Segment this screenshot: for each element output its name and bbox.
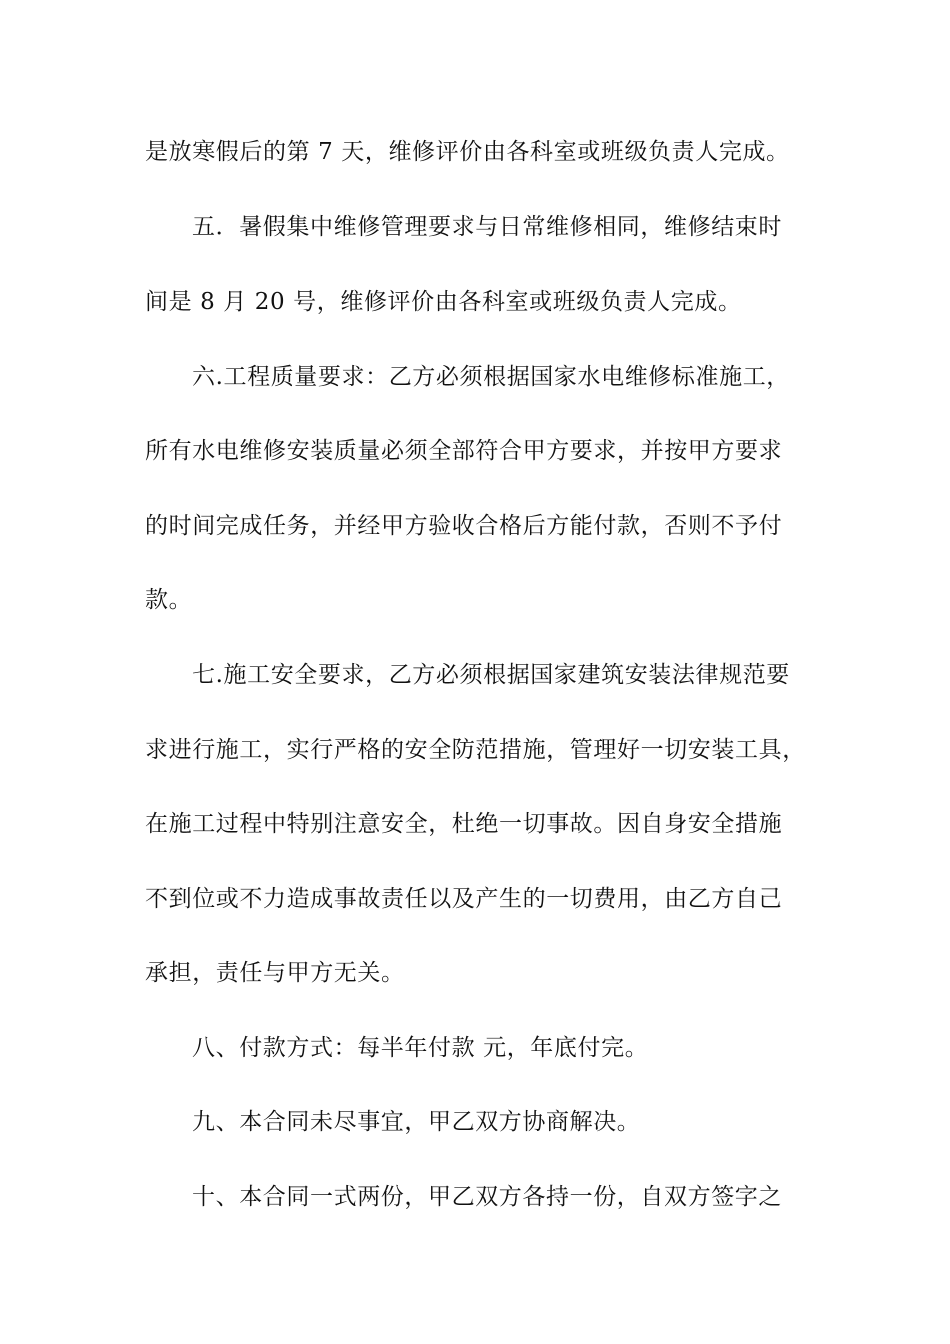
text-line: 款。 [145,587,193,613]
clause-ten: 十、本合同一式两份，甲乙双方各持一份，自双方签字之 [192,1184,782,1210]
clause-five: 五．暑假集中维修管理要求与日常维修相同，维修结束时 [192,214,782,240]
clause-nine: 九、本合同未尽事宜，甲乙双方协商解决。 [192,1109,641,1135]
text-line: 在施工过程中特别注意安全，杜绝一切事故。因自身安全措施 [145,811,783,837]
text-line: 承担，责任与甲方无关。 [145,960,405,986]
text-line: 不到位或不力造成事故责任以及产生的一切费用，由乙方自己 [145,886,783,912]
text-line: 间是 8 月 20 号，维修评价由各科室或班级负责人完成。 [145,289,742,315]
clause-six: 六.工程质量要求：乙方必须根据国家水电维修标准施工， [192,364,790,390]
text-line: 求进行施工，实行严格的安全防范措施，管理好一切安装工具， [145,737,806,763]
clause-eight: 八、付款方式：每半年付款 元，年底付完。 [192,1035,649,1061]
text-line: 的时间完成任务，并经甲方验收合格后方能付款，否则不予付 [145,513,783,539]
text-line: 是放寒假后的第 7 天，维修评价由各科室或班级负责人完成。 [145,139,790,165]
clause-seven: 七.施工安全要求，乙方必须根据国家建筑安装法律规范要 [192,662,790,688]
text-line: 所有水电维修安装质量必须全部符合甲方要求，并按甲方要求 [145,438,783,464]
